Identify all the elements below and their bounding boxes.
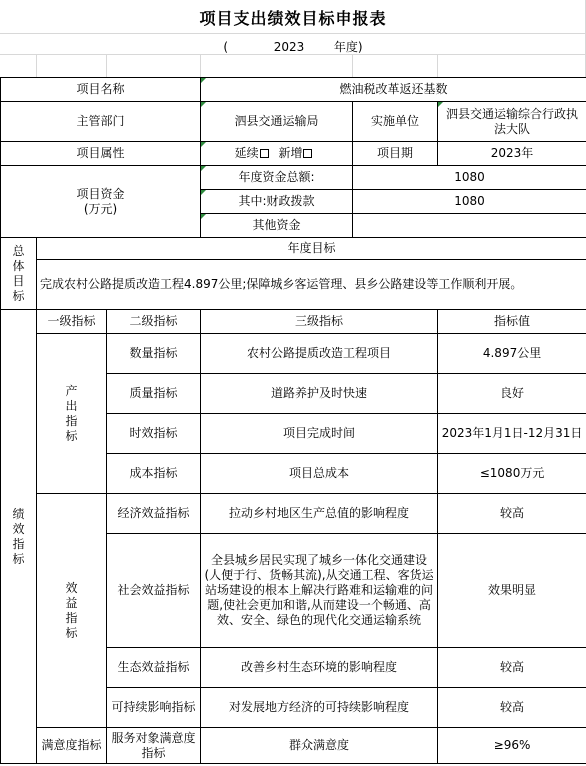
funds-fiscal-value: 1080 [353, 190, 586, 214]
output-level2: 成本指标 [107, 454, 201, 494]
funds-label-line1: 项目资金 [76, 186, 125, 201]
benefit-value: 较高 [438, 688, 586, 728]
performance-goal-table [0, 77, 586, 764]
output-level3: 农村公路提质改造工程项目 [201, 334, 438, 374]
benefit-level3: 全县城乡居民实现了城乡一体化交通建设(人便于行、货畅其流),从交通工程、客货运站场建设的根本上解决行路难和运输难的问题,使社会更加和谐,从而建设一个畅通、高效、安全、绿色的现代化交通运输系统 [201, 534, 438, 648]
benefit-value: 效果明显 [438, 534, 586, 648]
output-value: 2023年1月1日-12月31日 [438, 414, 586, 454]
benefit-level3: 改善乡村生态环境的影响程度 [201, 648, 438, 688]
implementing-unit-value: 泗县交通运输综合行政执法大队 [438, 102, 586, 142]
fiscal-year-value: 2023 [273, 40, 305, 54]
benefit-level2: 社会效益指标 [107, 534, 201, 648]
fiscal-year-suffix: 年度) [333, 40, 363, 54]
output-level3: 道路养护及时快速 [201, 374, 438, 414]
form-title: 项目支出绩效目标申报表 [199, 9, 387, 28]
row-project-name [1, 78, 586, 102]
funds-other-label: 其他资金 [201, 214, 353, 238]
project-name-value: 燃油税改革返还基数 [201, 78, 586, 102]
project-name-label: 项目名称 [1, 78, 201, 102]
output-value: ≤1080万元 [438, 454, 586, 494]
benefit-value: 较高 [438, 494, 586, 534]
attribute-new-label: 新增 [278, 146, 303, 160]
attribute-new-checkbox[interactable] [303, 149, 312, 158]
department-value: 泗县交通运输局 [201, 102, 353, 142]
benefit-level2: 生态效益指标 [107, 648, 201, 688]
output-indicators-label: 产 出 指 标 [37, 334, 107, 494]
benefit-level3: 拉动乡村地区生产总值的影响程度 [201, 494, 438, 534]
indicators-side-label: 绩 效 指 标 [1, 310, 37, 764]
output-value: 良好 [438, 374, 586, 414]
satisfaction-value: ≥96% [438, 728, 586, 764]
funds-total-label: 年度资金总额: [201, 166, 353, 190]
header-level2: 二级指标 [107, 310, 201, 334]
project-attribute-options [201, 142, 353, 166]
benefit-value: 较高 [438, 648, 586, 688]
project-period-label: 项目期 [353, 142, 438, 166]
department-label: 主管部门 [1, 102, 201, 142]
row-overall-goal-text [1, 260, 586, 310]
benefit-level2: 可持续影响指标 [107, 688, 201, 728]
benefit-level2: 经济效益指标 [107, 494, 201, 534]
output-level3: 项目完成时间 [201, 414, 438, 454]
header-value: 指标值 [438, 310, 586, 334]
table-row [1, 728, 586, 764]
satisfaction-level1: 满意度指标 [37, 728, 107, 764]
overall-goal-side-label: 总 体 目 标 [1, 238, 37, 310]
header-level1: 一级指标 [37, 310, 107, 334]
year-open-paren: ( [223, 40, 229, 54]
funds-total-value: 1080 [353, 166, 586, 190]
funds-label-line2: (万元) [83, 201, 118, 216]
implementing-unit-label: 实施单位 [353, 102, 438, 142]
satisfaction-level2: 服务对象满意度指标 [107, 728, 201, 764]
attribute-continue-checkbox[interactable] [260, 149, 269, 158]
funds-label [1, 166, 201, 238]
benefit-level3: 对发展地方经济的可持续影响程度 [201, 688, 438, 728]
row-project-attribute [1, 142, 586, 166]
benefit-indicators-label: 效 益 指 标 [37, 494, 107, 728]
attribute-continue-label: 延续 [234, 146, 259, 160]
table-row [1, 494, 586, 534]
row-overall-goal-header [1, 238, 586, 260]
satisfaction-level3: 群众满意度 [201, 728, 438, 764]
row-department [1, 102, 586, 142]
row-indicator-headers [1, 310, 586, 334]
funds-fiscal-label: 其中:财政拨款 [201, 190, 353, 214]
overall-goal-text: 完成农村公路提质改造工程4.897公里;保障城乡客运管理、县乡公路建设等工作顺利开展。 [37, 260, 586, 310]
table-row [1, 334, 586, 374]
project-period-value: 2023年 [438, 142, 586, 166]
row-funds-total [1, 166, 586, 190]
output-level3: 项目总成本 [201, 454, 438, 494]
output-level2: 质量指标 [107, 374, 201, 414]
project-attribute-label: 项目属性 [1, 142, 201, 166]
header-level3: 三级指标 [201, 310, 438, 334]
output-level2: 时效指标 [107, 414, 201, 454]
overall-goal-header: 年度目标 [37, 238, 586, 260]
output-value: 4.897公里 [438, 334, 586, 374]
output-level2: 数量指标 [107, 334, 201, 374]
fiscal-year-line [0, 38, 586, 55]
funds-other-value [353, 214, 586, 238]
